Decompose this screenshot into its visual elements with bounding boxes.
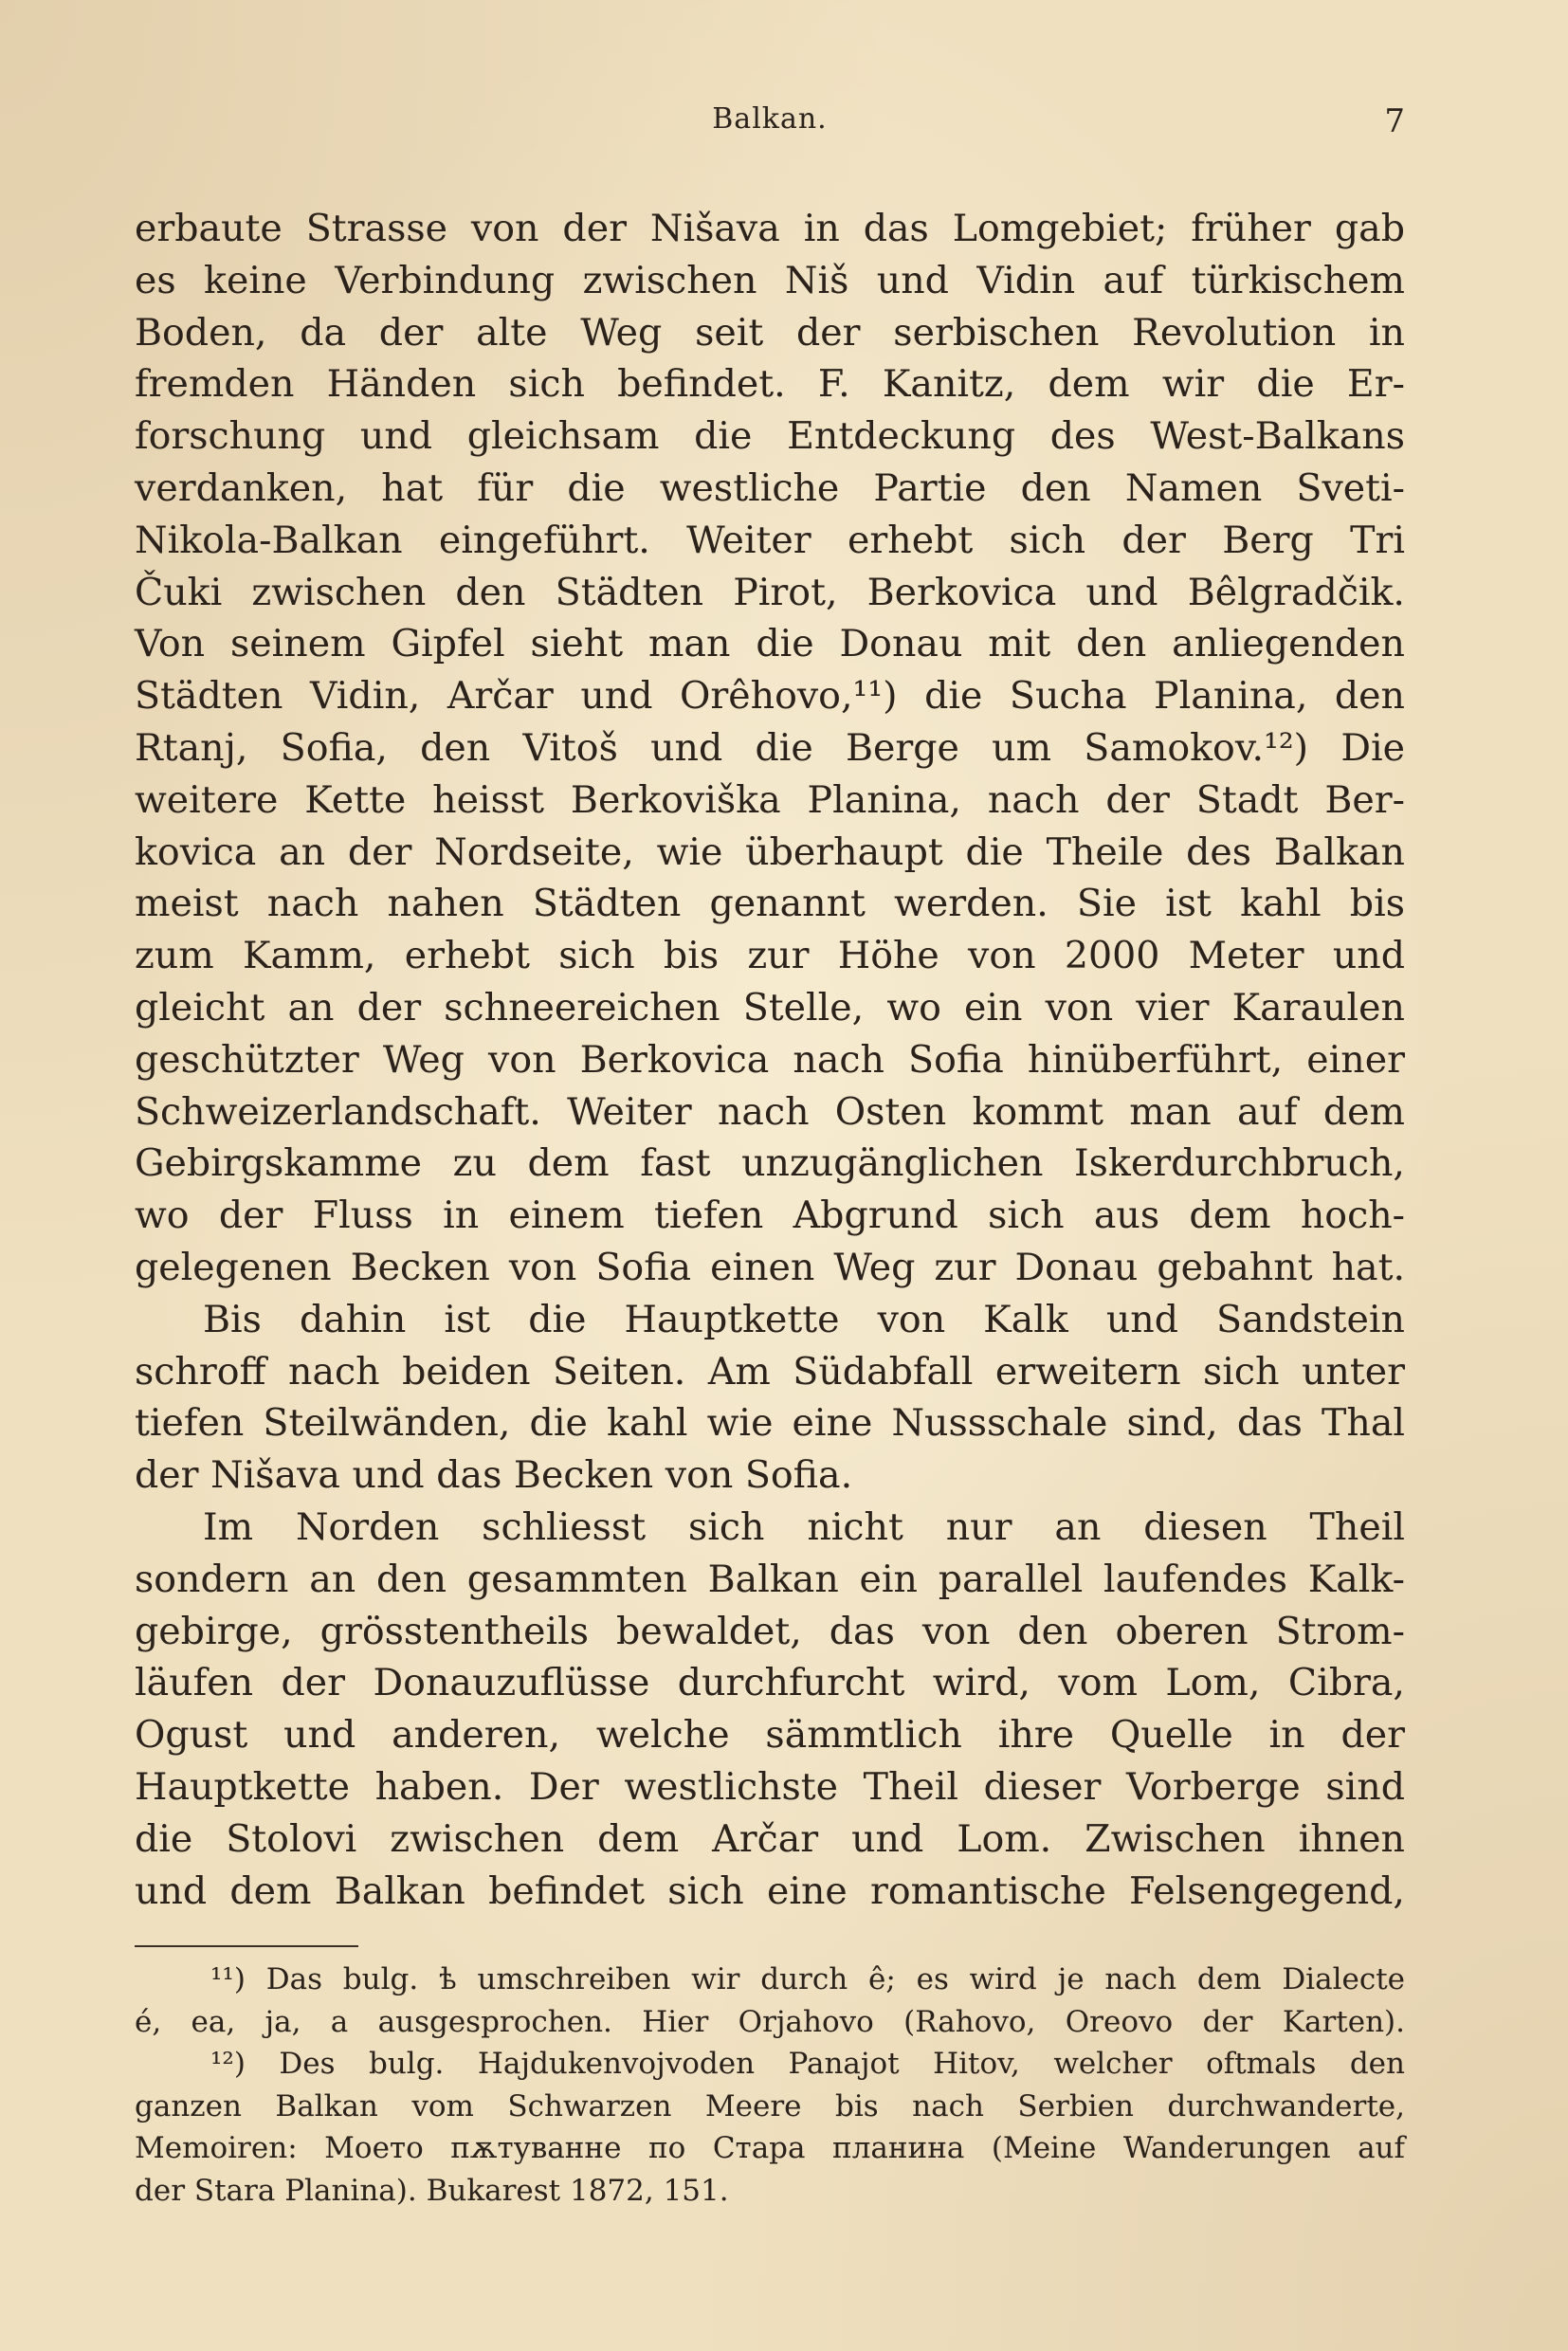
text-line: forschung und gleichsam die Entdeckung des West-Balkans (135, 414, 1405, 459)
text-line: Gebirgskamme zu dem fast unzugänglichen Iskerdurchbruch, (135, 1141, 1405, 1186)
footnote-line: der Stara Planina). Bukarest 1872, 151. (135, 2173, 729, 2208)
text-line: Im Norden schliesst sich nicht nur an diesen Theil (203, 1504, 1405, 1549)
page-number: 7 (1384, 102, 1405, 140)
text-line: gelegenen Becken von Sofia einen Weg zur Donau gebahnt hat. (135, 1245, 1405, 1289)
text-line: gebirge, grösstentheils bewaldet, das von den oberen Strom- (135, 1609, 1405, 1653)
text-line: läufen der Donauzuflüsse durchfurcht wird, vom Lom, Cibra, (135, 1661, 1405, 1705)
text-line: es keine Verbindung zwischen Niš und Vidin auf türkischem (135, 258, 1405, 302)
text-line: sondern an den gesammten Balkan ein parallel laufendes Kalk- (135, 1557, 1405, 1601)
text-line: kovica an der Nordseite, wie überhaupt die Theile des Balkan (135, 829, 1405, 874)
footnote-line: ganzen Balkan vom Schwarzen Meere bis nach Serbien durchwanderte, (135, 2088, 1405, 2123)
text-line: Ogust und anderen, welche sämmtlich ihre Quelle in der (135, 1713, 1405, 1758)
footnote-line: ¹²) Des bulg. Hajdukenvojvoden Panajot Hitov, welcher oftmals den (210, 2047, 1405, 2081)
text-line: Bis dahin ist die Hauptkette von Kalk und Sandstein (203, 1297, 1405, 1341)
text-line: geschützter Weg von Berkovica nach Sofia hinüberführt, einer (135, 1037, 1405, 1082)
text-line: verdanken, hat für die westliche Partie den Namen Sveti- (135, 465, 1405, 510)
text-line: erbaute Strasse von der Nišava in das Lomgebiet; früher gab (135, 207, 1405, 250)
running-head: Balkan. (712, 102, 828, 136)
main-text (135, 203, 1405, 1917)
text-line: wo der Fluss in einem tiefen Abgrund sich aus dem hoch- (135, 1194, 1405, 1238)
text-line: fremden Händen sich befindet. F. Kanitz, dem wir die Er- (135, 362, 1405, 407)
text-line: schroff nach beiden Seiten. Am Südabfall erweitern sich unter (135, 1349, 1405, 1394)
text-line: Čuki zwischen den Städten Pirot, Berkovica und Bêlgradčik. (135, 570, 1405, 614)
text-line: Hauptkette haben. Der westlichste Theil dieser Vorberge sind (135, 1764, 1405, 1809)
footnote-divider (135, 1945, 358, 1947)
text-line: zum Kamm, erhebt sich bis zur Höhe von 2000 Meter und (135, 934, 1405, 978)
text-line: und dem Balkan befindet sich eine romantische Felsengegend, (135, 1868, 1405, 1913)
text-line: meist nach nahen Städten genannt werden. Sie ist kahl bis (135, 882, 1405, 926)
text-line: Boden, da der alte Weg seit der serbischen Revolution in (135, 310, 1405, 355)
footnote-line: é, ea, ja, a ausgesprochen. Hier Orjahovo (Rahovo, Oreovo der Karten). (135, 2004, 1405, 2039)
text-line: tiefen Steilwänden, die kahl wie eine Nussschale sind, das Thal (135, 1401, 1405, 1446)
footnote-line: ¹¹) Das bulg. ѣ umschreiben wir durch ê; es wird je nach dem Dialecte (210, 1962, 1405, 1996)
text-line: der Nišava und das Becken von Sofia. (135, 1453, 853, 1498)
text-line: gleicht an der schneereichen Stelle, wo ein von vier Karaulen (135, 985, 1405, 1030)
text-line: Schweizerlandschaft. Weiter nach Osten kommt man auf dem (135, 1089, 1405, 1134)
text-line: die Stolovi zwischen dem Arčar und Lom. Zwischen ihnen (135, 1816, 1405, 1861)
footnotes (135, 1959, 1405, 2212)
text-line: Städten Vidin, Arčar und Orêhovo,¹¹) die Sucha Planina, den (135, 674, 1405, 719)
text-line: weitere Kette heisst Berkoviška Planina, nach der Stadt Ber- (135, 777, 1405, 822)
page-header (135, 102, 1405, 140)
text-line: Von seinem Gipfel sieht man die Donau mit den anliegenden (135, 622, 1405, 666)
text-line: Nikola-Balkan eingeführt. Weiter erhebt sich der Berg Tri (135, 518, 1405, 562)
footnote-line: Memoiren: Моето пѫтуванне по Стара планина (Meine Wanderungen auf (135, 2131, 1405, 2165)
text-line: Rtanj, Sofia, den Vitoš und die Berge um Samokov.¹²) Die (135, 725, 1405, 770)
